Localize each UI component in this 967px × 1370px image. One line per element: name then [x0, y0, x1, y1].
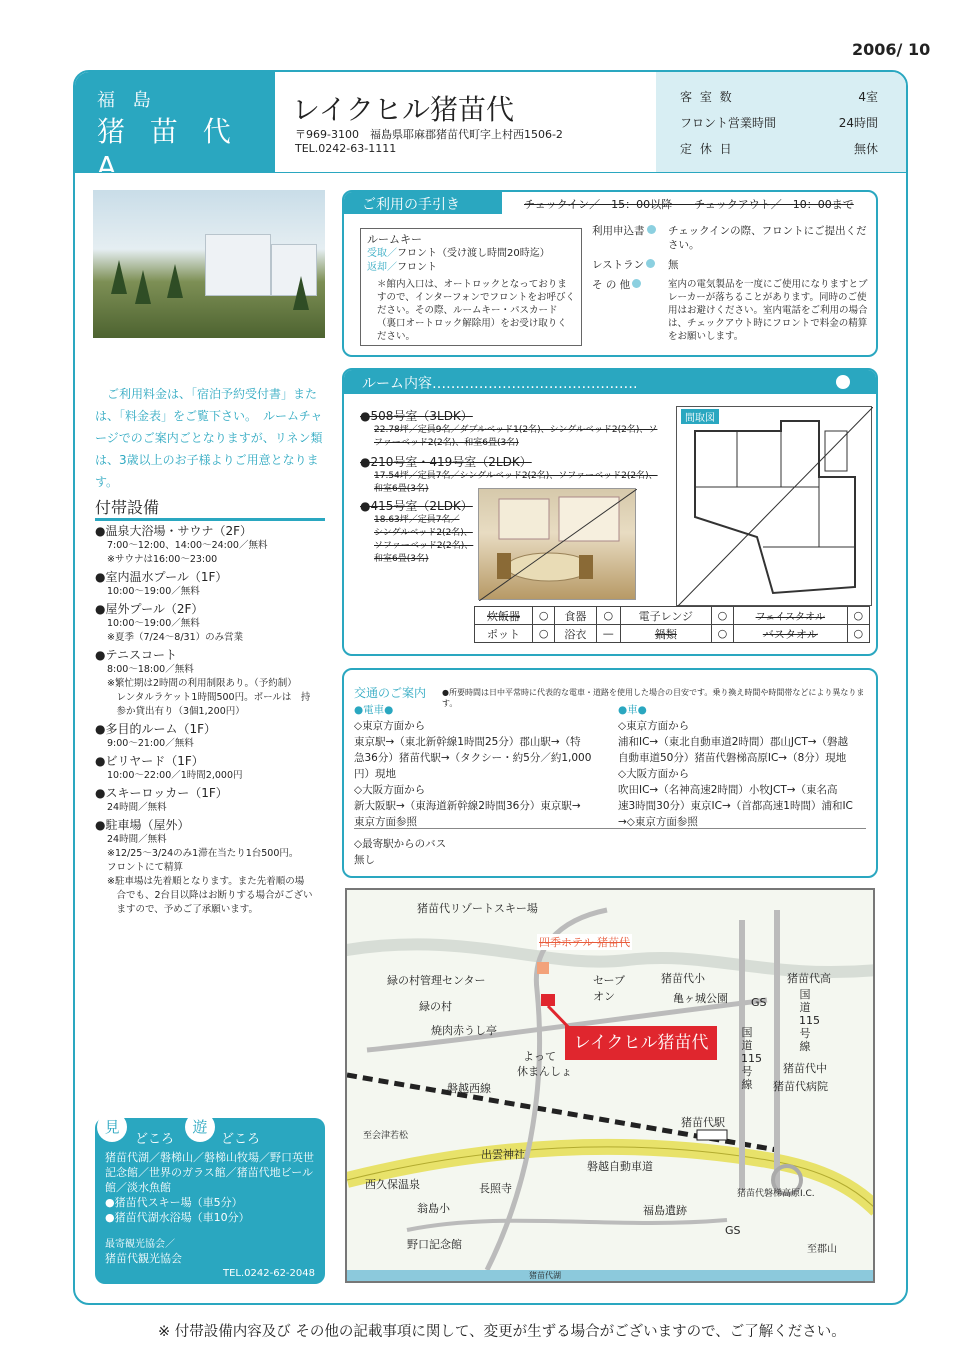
guide-row-label: 利用申込書	[592, 225, 645, 237]
map-label: 休まんしょ	[517, 1065, 572, 1078]
facilities-rule	[95, 518, 325, 521]
transport-line: →◇東京方面参照	[618, 816, 698, 828]
facility-item	[95, 601, 330, 645]
map-label: 西久保温泉	[365, 1178, 420, 1191]
fact-label: フロント営業時間	[680, 116, 777, 130]
map-label: 福島遺跡	[643, 1204, 687, 1217]
room-details-title: ルーム内容‥‥‥‥‥‥‥‥‥‥‥‥‥‥‥‥‥‥‥‥‥‥	[344, 370, 876, 394]
facility-detail: 8:00〜18:00／無料	[107, 664, 194, 675]
transport-line: ◇最寄駅からのバス	[354, 838, 447, 850]
roomkey-note: ＊館内入口は、オートロックとなっておりますので、インターフォンでフロントをお呼びください。その際、ルームキー・パスカード（裏口オートロック解除用）をお受け取りください。	[377, 279, 575, 342]
map-label: 緑の村	[419, 1000, 452, 1013]
map-label: よって	[523, 1050, 556, 1063]
region-header	[75, 72, 275, 183]
roomkey-box	[360, 228, 582, 346]
room-photo-art	[479, 489, 637, 601]
facility-detail: ※繁忙期は2時間の利用制限あり。（予約制）	[107, 678, 297, 689]
map-hotel-callout: レイクヒル猪苗代	[565, 1026, 717, 1060]
facility-item	[95, 753, 330, 783]
amenity-table	[474, 606, 870, 643]
map-label: 猪苗代高	[787, 972, 831, 985]
transport-line: ◇東京方面から	[618, 720, 690, 732]
hotel-name: レイクヒル猪苗代	[292, 93, 515, 126]
sights-list	[105, 1150, 319, 1225]
amenity-row	[475, 607, 870, 625]
facility-detail: 24時間／無料	[107, 834, 167, 845]
sights-ski: ●猪苗代スキー場（車5分）	[105, 1196, 243, 1209]
facility-detail: 9:00〜21:00／無料	[107, 738, 194, 749]
issue-date: 2006/ 10	[852, 40, 931, 59]
facility-detail: フロントにて精算	[107, 862, 184, 873]
roomkey-return-label: 返却	[367, 262, 387, 273]
transport-line: ◇大阪方面から	[354, 784, 426, 796]
sight-title: どころ	[135, 1132, 175, 1147]
assoc-name: 猪苗代観光協会	[105, 1252, 182, 1265]
map-label: 翁島小	[417, 1202, 450, 1215]
facility-name: ●ビリヤード（1F）	[95, 754, 204, 768]
train-label: ●電車●	[354, 704, 394, 716]
guide-row-value: 室内の電気製品を一度にご使用になりますとブレーカーが落ちることがあります。同時のご使用はお避けください。室内電話をご利用の場合は、チェックアウト時にフロントで料金の精算をお願いします。	[668, 279, 868, 342]
map-label: 長照寺	[479, 1182, 512, 1195]
fact-value: 24時間	[838, 116, 878, 130]
tourism-association	[105, 1238, 182, 1266]
map-label: 猪苗代リゾートスキー場	[417, 902, 538, 915]
facility-name: ●多目的ルーム（1F）	[95, 722, 217, 736]
map-label: 猪苗代病院	[773, 1080, 828, 1093]
room-entry	[360, 498, 480, 566]
checkin-checkout: チェックイン／ 15：00以降 チェックアウト／ 10：00まで	[524, 198, 854, 211]
fact-value: 4室	[858, 90, 878, 104]
guide-row-value: チェックインの際、フロントにご提出ください。	[668, 225, 867, 251]
amenity-label: 鍋類	[620, 625, 711, 643]
amenity-mark: ○	[596, 607, 620, 625]
assoc-tel: TEL.0242-62-2048	[222, 1268, 315, 1279]
amenity-mark: ○	[533, 607, 555, 625]
facility-detail: 24時間／無料	[107, 802, 167, 813]
transport-line: 東京駅→（東北新幹線1時間25分）郡山駅→（特	[354, 736, 581, 748]
facility-name: ●テニスコート	[95, 648, 177, 662]
facility-name: ●温泉大浴場・サウナ（2F）	[95, 524, 253, 538]
transport-car	[618, 702, 868, 830]
car-label: ●車●	[618, 704, 647, 716]
amenity-mark: ○	[847, 625, 869, 643]
room-detail: ソファーベッド2(2名)、	[374, 541, 474, 551]
facility-item	[95, 569, 330, 599]
transport-train	[354, 702, 604, 830]
transport-line: 浦和IC→（東北自動車道2時間）郡山JCT→（磐越	[618, 736, 849, 748]
facilities-title: 付帯設備	[95, 498, 160, 517]
usage-guide	[342, 190, 878, 357]
transport-line: 東京方面参照	[354, 816, 417, 828]
amenity-mark: ○	[533, 625, 555, 643]
hotel-tel: TEL.0242-63-1111	[295, 142, 397, 155]
guide-row-label: レストラン	[592, 259, 645, 271]
region-prefecture: 福 島	[97, 90, 157, 111]
transport-divider	[354, 828, 866, 829]
facility-detail: レンタルラケット1時間500円。ボールは 持	[107, 692, 311, 703]
map-label: 猪苗代中	[783, 1062, 827, 1075]
map-label: 出雲神社	[481, 1148, 525, 1161]
map-label-route: 国道115号線	[799, 988, 820, 1053]
floor-plan	[676, 406, 872, 606]
room-detail: 22.78坪／定員9名／ダブルベッド1(2名)、シングルベッド2(2名)、ソ	[374, 425, 658, 435]
map-label: 猪苗代駅	[681, 1116, 725, 1129]
amenity-label: 電子レンジ	[620, 607, 711, 625]
room-name: ●415号室（2LDK）	[360, 499, 473, 513]
dot-icon	[836, 375, 850, 389]
amenity-mark: ○	[711, 625, 733, 643]
room-detail: ファーベッド2(2名)、和室6畳(3名)	[374, 438, 519, 448]
amenity-label: フェイスタオル	[734, 607, 848, 625]
hotel-facts	[656, 72, 906, 172]
map-label: 緑の村管理センター	[387, 974, 486, 987]
room-detail: 和室6畳(3名)	[374, 554, 429, 564]
room-details-title-text: ルーム内容	[362, 376, 432, 392]
map-label: 猪苗代磐梯高原I.C.	[737, 1189, 815, 1199]
play-bubble: 遊	[185, 1112, 215, 1142]
map-label: 猪苗代湖	[529, 1271, 561, 1280]
amenity-mark: —	[596, 625, 620, 643]
facility-item	[95, 817, 330, 917]
facility-detail: ※夏季（7/24〜8/31）のみ営業	[107, 632, 244, 643]
amenity-row	[475, 625, 870, 643]
transport-line: 円）現地	[354, 768, 396, 780]
facility-detail: 10:00〜19:00／無料	[107, 586, 200, 597]
floor-plan-label: 間取図	[681, 409, 719, 424]
roomkey-return: 返却／フロント	[367, 262, 437, 273]
room-name: ●508号室（3LDK）	[360, 409, 473, 423]
room-detail: シングルベッド2(2名)、	[374, 528, 473, 538]
room-photo	[478, 488, 636, 600]
guide-row-value: 無	[668, 259, 679, 271]
room-detail: 和室6畳(3名)	[374, 484, 429, 494]
facility-detail: 7:00〜12:00、14:00〜24:00／無料	[107, 540, 268, 551]
usage-guide-title: ご利用の手引き	[344, 192, 502, 214]
map-label: 磐越自動車道	[587, 1160, 653, 1173]
guide-row-label: そ の 他	[592, 279, 631, 291]
facility-detail: ※サウナは16:00〜23:00	[107, 554, 218, 565]
facility-item	[95, 785, 330, 815]
map-label: GS	[751, 996, 767, 1009]
room-entry	[360, 408, 670, 450]
roomkey-title: ルームキー	[367, 233, 422, 246]
amenity-mark: ○	[847, 607, 869, 625]
transport-note: ●所要時間は日中平常時に代表的な電車・道路を使用した場合の目安です。乗り換え時間や時間帯などにより異なります。	[442, 688, 865, 708]
sight-bubble: 見	[97, 1112, 127, 1142]
facility-name: ●駐車場（屋外）	[95, 818, 190, 832]
transport-guide	[342, 668, 878, 878]
facility-detail: 10:00〜19:00／無料	[107, 618, 200, 629]
map-label: 磐越西線	[447, 1082, 491, 1095]
map-label-route: 国道115号線	[741, 1026, 762, 1091]
footer-note: ※ 付帯設備内容及び その他の記載事項に関して、変更が生ずる場合がございますので、ご了解ください。	[158, 1324, 846, 1340]
sights-beach: ●猪苗代湖水浴場（車10分）	[105, 1211, 250, 1224]
facility-detail: ますので、予めご了承願います。	[107, 904, 259, 915]
amenity-label: バスタオル	[734, 625, 848, 643]
bullet-icon	[632, 279, 641, 288]
facility-detail: ※12/25〜3/24のみ1滞在当たり1台500円。	[107, 848, 299, 859]
sightseeing-box	[95, 1118, 325, 1284]
map-label: 亀ヶ城公園	[673, 992, 728, 1005]
bullet-icon	[647, 225, 656, 234]
map-label: 至郡山	[807, 1244, 837, 1255]
fact-label: 客 室 数	[680, 90, 734, 104]
roomkey-receive-value: フロント（受け渡し時間20時迄）	[397, 248, 550, 259]
assoc-label: 最寄観光協会／	[105, 1239, 175, 1250]
room-details	[342, 368, 878, 656]
bullet-icon	[646, 259, 655, 268]
facility-item	[95, 647, 330, 719]
roomkey-return-value: フロント	[397, 262, 437, 273]
amenity-label: 炊飯器	[475, 607, 533, 625]
amenity-label: ポット	[475, 625, 533, 643]
facilities-list	[95, 523, 330, 919]
facility-detail: 合でも、2台目以降はお断りする場合がござい	[107, 890, 313, 901]
transport-bus	[354, 836, 446, 868]
transport-line: 新大阪駅→（東海道新幹線2時間36分）東京駅→	[354, 800, 581, 812]
header-divider	[75, 172, 906, 173]
region-area: 猪 苗 代 A	[97, 115, 239, 183]
amenity-label: 食器	[555, 607, 596, 625]
access-map	[345, 888, 875, 1283]
map-label: セーブ	[593, 974, 626, 987]
transport-line: 自動車道50分）猪苗代磐梯高原IC→（8分）現地	[618, 752, 847, 764]
transport-line: 急36分）猪苗代駅→（タクシー・約5分／約1,000	[354, 752, 592, 764]
room-detail: 18.63坪／定員7名／	[374, 515, 460, 525]
amenity-mark: ○	[711, 607, 733, 625]
map-label: 焼肉赤うし亭	[431, 1024, 497, 1037]
facility-name: ●スキーロッカー（1F）	[95, 786, 228, 800]
floor-plan-drawing	[677, 407, 873, 607]
roomkey-receive-label: 受取	[367, 248, 387, 259]
hotel-address: 〒969-3100 福島県耶麻郡猪苗代町字上村西1506-2	[295, 128, 563, 141]
facility-name: ●室内温水プール（1F）	[95, 570, 228, 584]
map-label: 野口記念館	[407, 1238, 462, 1251]
map-label: オン	[593, 990, 615, 1003]
transport-line: 速3時間30分）東京IC→（首都高速1時間）浦和IC	[618, 800, 853, 812]
facility-detail: 参か貸出有り（3個1,200円）	[107, 706, 245, 717]
play-title: どころ	[221, 1132, 261, 1147]
map-label: GS	[725, 1224, 741, 1237]
facility-detail: ※駐車場は先着順となります。また先着順の場	[107, 876, 305, 887]
transport-line: ◇大阪方面から	[618, 768, 690, 780]
hotel-photo	[93, 190, 325, 338]
facility-name: ●屋外プール（2F）	[95, 602, 204, 616]
fact-value: 無休	[853, 142, 878, 156]
amenity-label: 浴衣	[555, 625, 596, 643]
facility-item	[95, 523, 330, 567]
map-hotel-shiki: 四季ホテル 猪苗代	[539, 936, 630, 949]
map-label: 猪苗代小	[661, 972, 705, 985]
facility-detail: 10:00〜22:00／1時間2,000円	[107, 770, 243, 781]
transport-line: 無し	[354, 854, 375, 866]
transport-line: 吹田IC→（名神高速2時間）小牧JCT→（東名高	[618, 784, 838, 796]
transport-title: 交通のご案内	[354, 686, 427, 700]
map-label: 至会津若松	[363, 1131, 409, 1141]
room-detail: 17.54坪／定員7名／シングルベッド2(2名)、ソファーベッド2(2名)、	[374, 471, 658, 481]
facility-item	[95, 721, 330, 751]
room-name: ●210号室・419号室（2LDK）	[360, 455, 532, 469]
fee-note: ご利用料金は、「宿泊予約受付書」または、「料金表」をご覧下さい。 ルームチャージでのご案内ごとなりますが、リネン類は、3歳以上のお子様よりご用意となります。	[95, 387, 323, 489]
transport-line: ◇東京方面から	[354, 720, 426, 732]
roomkey-receive: 受取／フロント（受け渡し時間20時迄）	[367, 248, 550, 259]
fact-label: 定 休 日	[680, 142, 734, 156]
sights-places: 猪苗代湖／磐梯山／磐梯山牧場／野口英世記念館／世界のガラス館／猪苗代地ビール館／淡水魚館	[105, 1151, 314, 1194]
